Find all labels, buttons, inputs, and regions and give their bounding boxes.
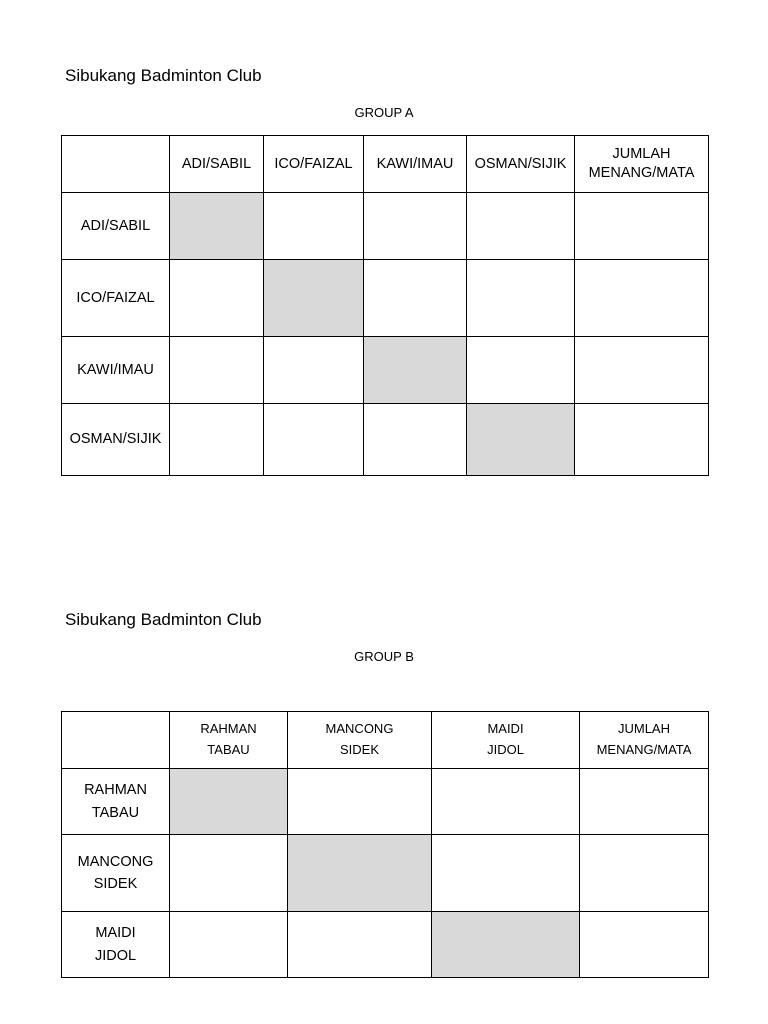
column-header xyxy=(467,136,575,193)
self-match-cell xyxy=(170,193,264,260)
table-row xyxy=(62,337,709,404)
score-cell[interactable] xyxy=(467,260,575,337)
score-cell[interactable] xyxy=(170,835,288,912)
club-title-a: Sibukang Badminton Club xyxy=(65,66,262,85)
self-match-cell xyxy=(170,769,288,835)
header-text: SIDEK xyxy=(339,742,379,757)
row-header xyxy=(62,404,170,476)
total-cell[interactable] xyxy=(575,404,709,476)
total-cell[interactable] xyxy=(575,260,709,337)
total-cell[interactable] xyxy=(580,912,709,978)
row-label: SIDEK xyxy=(93,876,138,892)
score-cell[interactable] xyxy=(432,835,580,912)
score-cell[interactable] xyxy=(467,193,575,260)
score-cell[interactable] xyxy=(288,769,432,835)
header-text: JUMLAH xyxy=(612,146,671,163)
column-header xyxy=(170,136,264,193)
header-text: MENANG/MATA xyxy=(596,742,692,757)
row-label: MANCONG xyxy=(77,853,154,870)
self-match-cell xyxy=(467,404,575,476)
row-label: ICO/FAIZAL xyxy=(76,289,155,306)
score-cell[interactable] xyxy=(364,193,467,260)
score-cell[interactable] xyxy=(288,912,432,978)
self-match-cell xyxy=(264,260,364,337)
score-cell[interactable] xyxy=(364,404,467,476)
column-header xyxy=(288,712,432,769)
self-match-cell xyxy=(364,337,467,404)
table-row xyxy=(62,193,709,260)
total-cell[interactable] xyxy=(575,337,709,404)
column-header xyxy=(264,136,364,193)
group-a-title: GROUP A xyxy=(354,105,414,120)
group-b-table xyxy=(61,711,709,978)
header-text: JIDOL xyxy=(487,742,524,757)
table-row xyxy=(62,769,709,835)
table-row xyxy=(62,260,709,337)
header-text: OSMAN/SIJIK xyxy=(474,155,567,172)
total-cell[interactable] xyxy=(580,835,709,912)
table-row xyxy=(62,404,709,476)
header-text: ADI/SABIL xyxy=(181,155,252,172)
table-row xyxy=(62,912,709,978)
header-text: JUMLAH xyxy=(617,721,670,737)
table-row xyxy=(62,835,709,912)
row-header xyxy=(62,193,170,260)
score-cell[interactable] xyxy=(432,769,580,835)
corner-cell xyxy=(62,136,170,193)
header-text: MAIDI xyxy=(487,721,524,737)
group-b-title: GROUP B xyxy=(354,649,414,664)
corner-cell xyxy=(62,712,170,769)
column-header xyxy=(170,712,288,769)
row-label: TABAU xyxy=(91,804,140,821)
row-header xyxy=(62,912,170,978)
score-cell[interactable] xyxy=(467,337,575,404)
group-a-table xyxy=(61,135,709,476)
score-cell[interactable] xyxy=(170,912,288,978)
score-cell[interactable] xyxy=(264,337,364,404)
total-cell[interactable] xyxy=(580,769,709,835)
row-header xyxy=(62,769,170,835)
row-label: MAIDI xyxy=(95,925,136,942)
header-text: TABAU xyxy=(207,742,250,757)
row-label: JIDOL xyxy=(94,947,137,964)
score-cell[interactable] xyxy=(264,193,364,260)
row-header xyxy=(62,337,170,404)
column-header xyxy=(364,136,467,193)
header-text: MENANG/MATA xyxy=(588,165,695,181)
row-label: ADI/SABIL xyxy=(80,217,151,234)
row-label: KAWI/IMAU xyxy=(77,361,154,378)
column-header-total xyxy=(580,712,709,769)
score-cell[interactable] xyxy=(364,260,467,337)
self-match-cell xyxy=(288,835,432,912)
club-title-b: Sibukang Badminton Club xyxy=(65,610,262,629)
header-text: ICO/FAIZAL xyxy=(274,155,353,172)
row-header xyxy=(62,260,170,337)
self-match-cell xyxy=(432,912,580,978)
score-cell[interactable] xyxy=(264,404,364,476)
group-a-header-row xyxy=(62,136,709,193)
header-text: MANCONG xyxy=(325,721,394,737)
score-cell[interactable] xyxy=(170,337,264,404)
header-text: KAWI/IMAU xyxy=(376,155,454,172)
column-header xyxy=(432,712,580,769)
column-header-total xyxy=(575,136,709,193)
score-cell[interactable] xyxy=(170,404,264,476)
group-b-header-row xyxy=(62,712,709,769)
total-cell[interactable] xyxy=(575,193,709,260)
row-label: RAHMAN xyxy=(84,782,147,799)
score-cell[interactable] xyxy=(170,260,264,337)
row-label: OSMAN/SIJIK xyxy=(69,431,162,448)
row-header xyxy=(62,835,170,912)
header-text: RAHMAN xyxy=(200,721,257,737)
